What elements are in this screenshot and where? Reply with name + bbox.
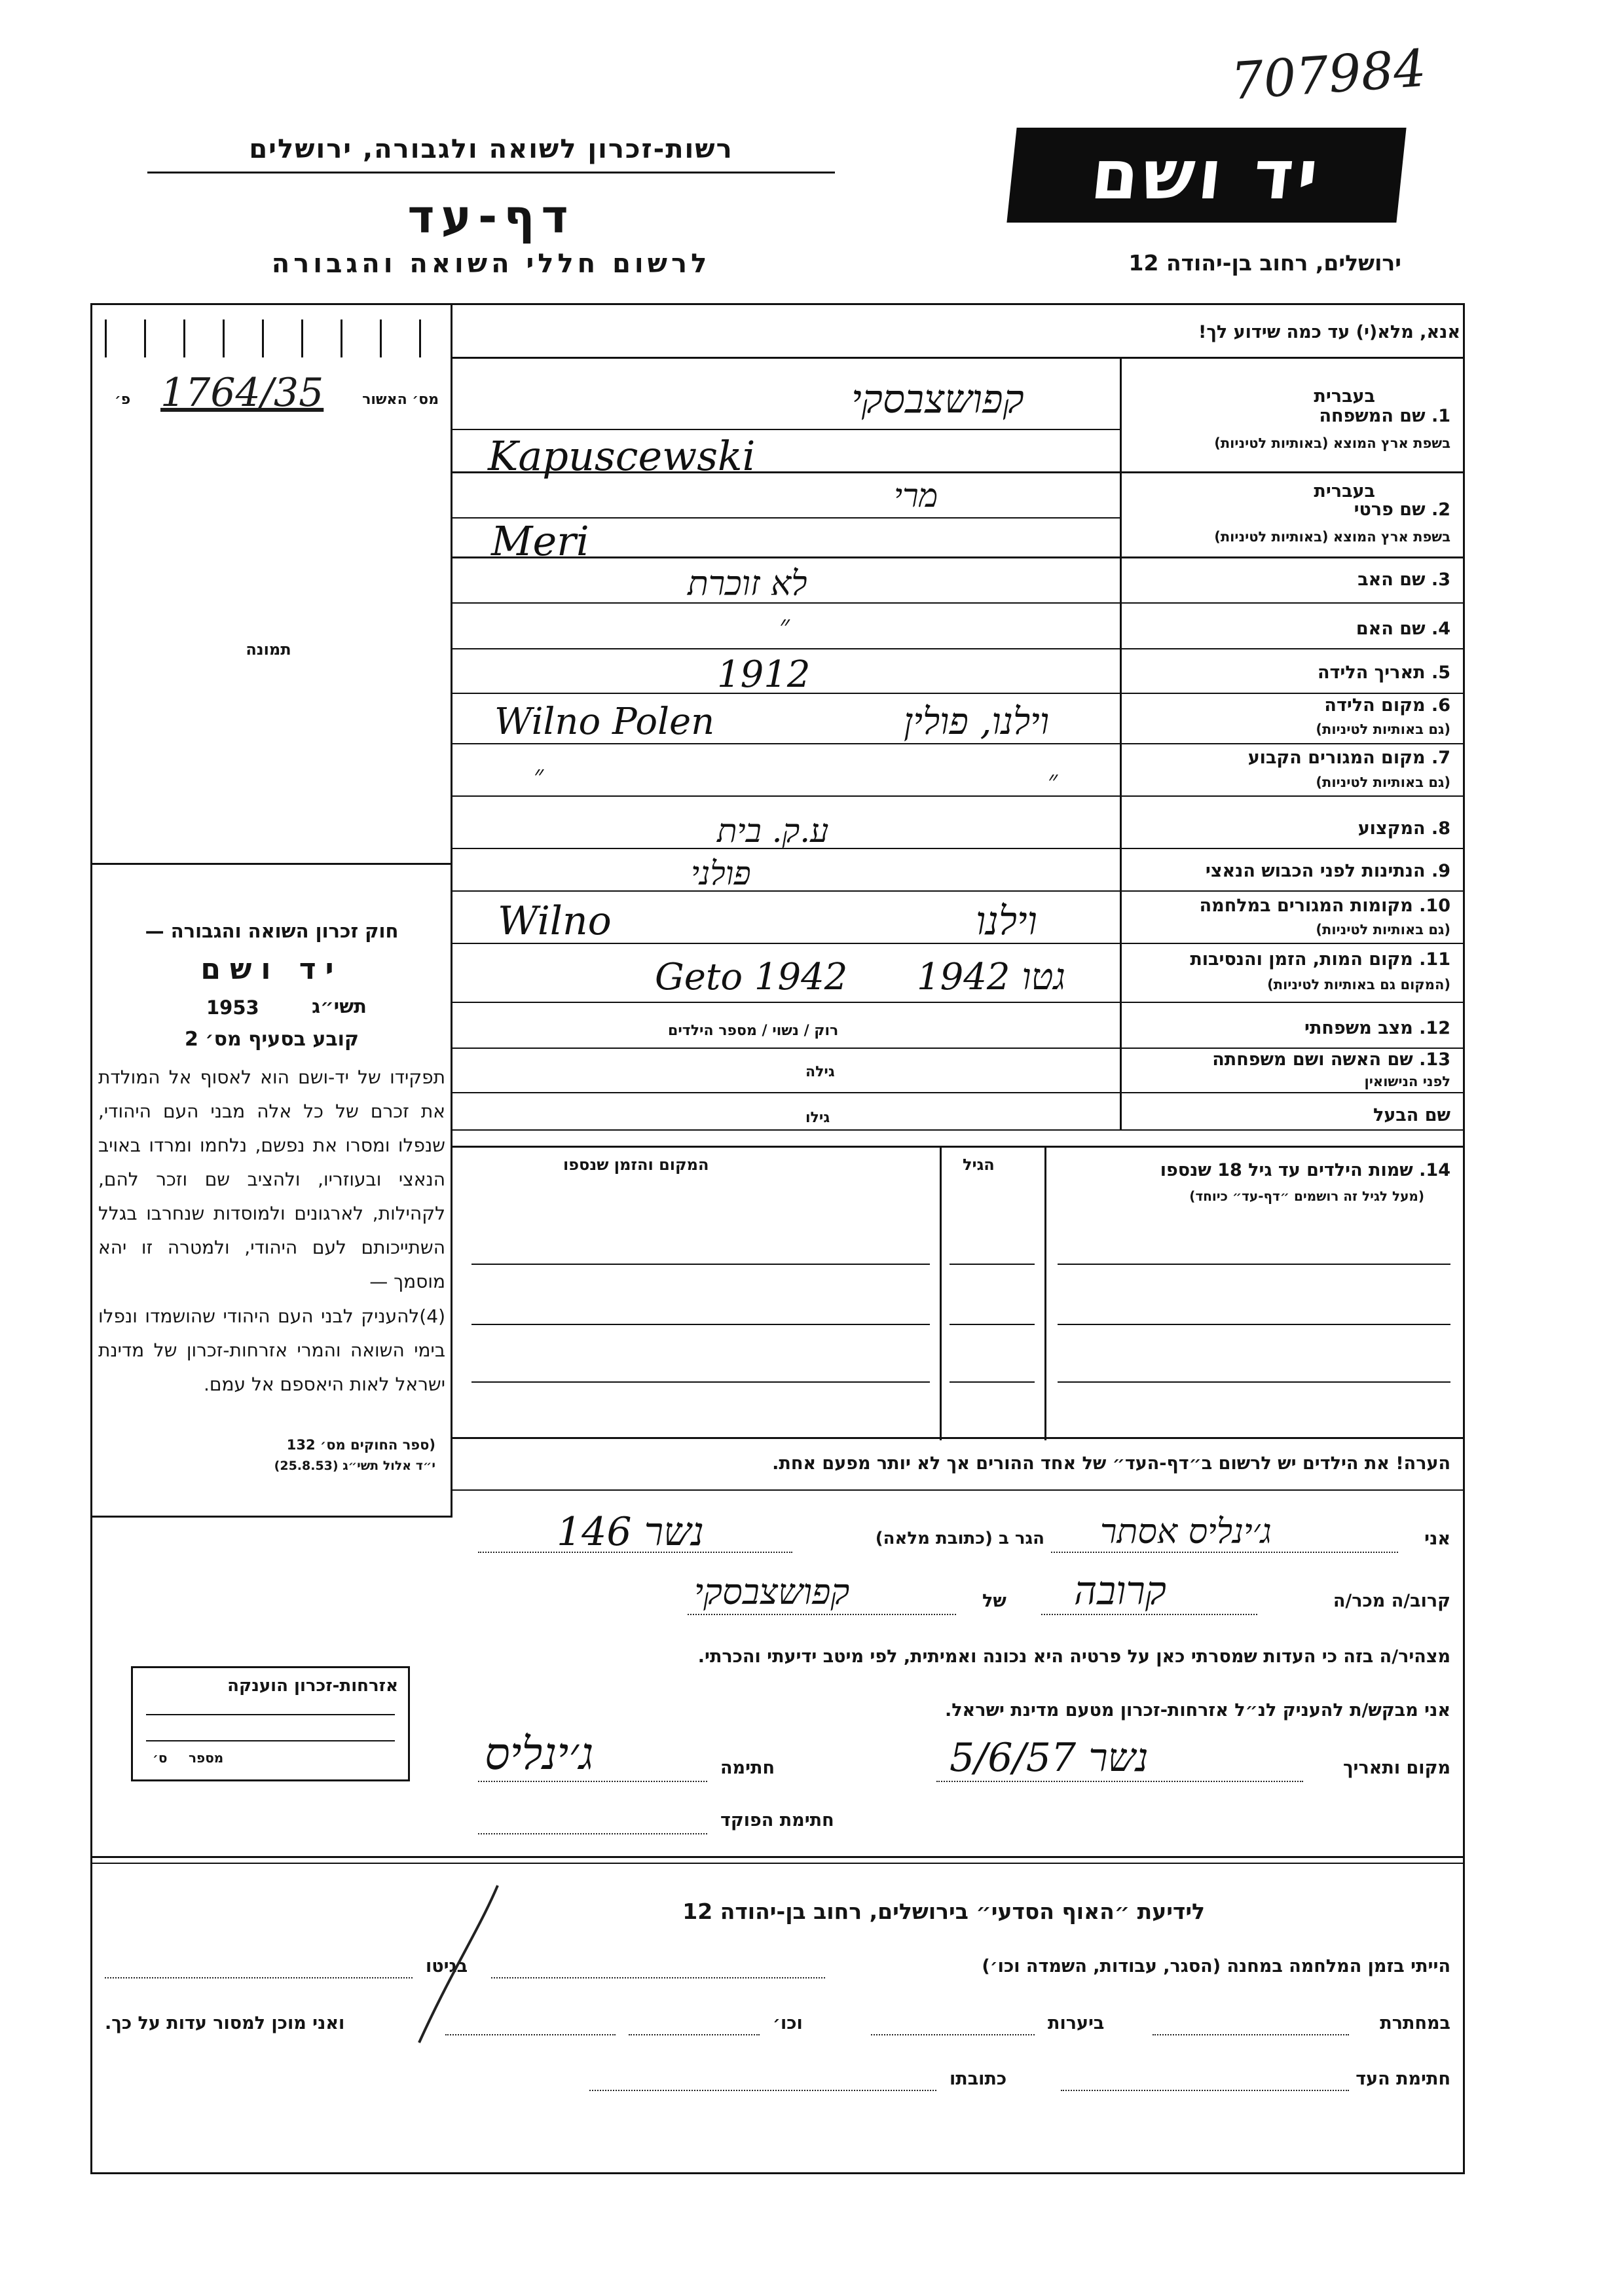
value-mother: ״: [779, 609, 790, 641]
value-father: לא זוכרת: [688, 564, 807, 604]
rule-7: [452, 795, 1465, 797]
value-first-name-he: מרי: [894, 477, 938, 515]
relation-label: קרוב/ה מכר/ה: [1333, 1591, 1450, 1611]
value-family-status: רוק / נשוי / מספר הילדים: [668, 1023, 839, 1039]
rule-9: [452, 890, 1465, 892]
form-subtitle: לרשום חללי השואה והגבורה: [271, 249, 711, 279]
bottom-line3-a: חתימת העד: [1356, 2069, 1450, 2089]
declarant-name-line: [1051, 1552, 1398, 1553]
org-underline: [147, 172, 835, 173]
logo-text: יד ושם: [1087, 135, 1326, 215]
bottom-line2-a: במחתרת: [1380, 2013, 1450, 2033]
rule-4: [452, 648, 1465, 649]
header-address: ירושלים, רחוב בן-יהודה 12: [1128, 250, 1401, 276]
children-note: הערה! את הילדים יש לרשום ב״דף-העד״ של אחד ההורים אך לא יותר מפעם אחת.: [772, 1453, 1450, 1474]
law-year: תשי״ג: [312, 995, 367, 1017]
sub-residence: (גם באותיות לטיניות): [1316, 774, 1450, 790]
photo-box-bottom: [90, 863, 452, 865]
sub-family-name: בשפת ארץ המוצא (באותיות לטיניות): [1214, 435, 1450, 451]
rule-11: [452, 1002, 1465, 1003]
pen-stroke: [406, 1879, 511, 2049]
declarant-address: נשר 146: [557, 1509, 705, 1555]
place-date-value: נשר 5/6/57: [950, 1735, 1149, 1781]
org-line: רשות-זכרון לשואה ולגבורה, ירושלים: [249, 134, 733, 164]
value-residence-he: ״: [1048, 765, 1058, 795]
law-text: תפקידו של יד-ושם הוא לאסוף אל המולדת את זכרם של כל אלה מבני העם היהודי, שנפלו ומסרו את נפשם, נלחמו ומרדו באויב הנאצי ובעוזריו, ולהציב שם וזכר להם, לקהילות, לארגונים ולמוסדות שנחרבו בגלל השתייכותם לעם היהודי, ולמטרה זו יהא מוסמך —: [98, 1066, 445, 1292]
sub-spouse: לפני הנישואין: [1364, 1074, 1450, 1089]
cert-rule-2: [146, 1740, 395, 1741]
approval-suffix: פ׳: [115, 392, 131, 408]
frame-left: [90, 303, 92, 2174]
frame-top: [90, 303, 1465, 305]
certificate-number-suffix: ס׳: [153, 1750, 168, 1766]
age-rule-1: [950, 1264, 1035, 1265]
label-wartime-residence: 10. מקומות המגורים במלחמה: [1199, 896, 1450, 916]
bottom-heading: לידיעת ״האוף הסדעי״ בירושלים, רחוב בן-יהודה 12: [682, 1899, 1205, 1924]
place-rule-3: [471, 1381, 930, 1383]
rule-5: [452, 693, 1465, 694]
officer-label: חתימת הפוקד: [720, 1810, 834, 1831]
form-title: דף-עד: [407, 190, 575, 244]
value-death-latin: Geto 1942: [655, 956, 848, 998]
bottom-line2-d: ואני מוכן למסור עדות על כך.: [105, 2013, 345, 2033]
children-col-place: המקום והזמן שנספו: [563, 1156, 709, 1174]
instruction: אנא, מלא(י) עד כמה שידוע לך!: [1198, 322, 1460, 342]
rule-8: [452, 848, 1465, 849]
bottom-line1-a-blank: [491, 1977, 825, 1978]
place-date-label: מקום ותאריך: [1342, 1758, 1450, 1778]
rule-1a: [452, 429, 1120, 430]
bottom-line1-b-blank: [105, 1977, 413, 1978]
bottom-line3-a-blank: [1061, 2090, 1349, 2091]
children-col-age: הגיל: [963, 1156, 995, 1174]
request-text: אני מבקש/ת להעניק לנ״ל אזרחות-זכרון מטעם מדינת ישראל.: [944, 1700, 1450, 1721]
bottom-line2-b: ביערות: [1048, 2013, 1105, 2033]
of-whom-line: [688, 1614, 956, 1615]
certificate-number-label: מספר: [189, 1750, 224, 1766]
sub-death: (המקום גם באותיות לטיניות): [1267, 977, 1450, 993]
value-birth-date: 1912: [717, 653, 811, 696]
label-family-status: 12. מצב משפחתי: [1304, 1018, 1450, 1038]
rule-13b: [452, 1129, 1465, 1131]
place-rule-1: [471, 1264, 930, 1265]
rule-3: [452, 602, 1465, 604]
approval-label: מס׳ האשור: [362, 392, 439, 408]
rule-12: [452, 1048, 1465, 1049]
value-wartime-latin: Wilno: [498, 898, 612, 944]
lang-hebrew-1: בעברית: [1314, 386, 1375, 407]
bottom-line2-c-blank: [629, 2034, 760, 2035]
label-death: 11. מקום המות, הזמן והנסיבות: [1190, 949, 1450, 970]
value-death-he: גטו 1942: [917, 956, 1065, 998]
frame-bottom: [90, 2172, 1465, 2174]
sub-first-name: בשפת ארץ המוצא (באותיות לטיניות): [1214, 529, 1450, 545]
bottom-line3-b: כתובתו: [950, 2069, 1007, 2089]
label-spouse: 13. שם האשה ושם משפחתה: [1212, 1049, 1450, 1070]
name-rule-2: [1058, 1324, 1450, 1325]
frame-right: [1463, 303, 1465, 2174]
children-label: 14. שמות הילדים עד גיל 18 שנספו: [1160, 1160, 1450, 1180]
declarant-signature: ג׳ינליס: [485, 1728, 594, 1780]
certificate-title: אזרחות-זכרון הוענקה: [227, 1676, 398, 1696]
approval-number: 1764/35: [160, 370, 324, 416]
value-family-name-latin: Kapuscewski: [488, 432, 756, 480]
value-first-name-latin: Meri: [491, 517, 589, 565]
label-mother: 4. שם האם: [1356, 619, 1450, 639]
photo-label: תמונה: [246, 640, 291, 659]
declare-text: מצהיר/ה בזה כי העדות שמסרתי כאן על פרטיה היא נכונה ואמיתית, לפי מיטב ידיעתי והכרתי.: [697, 1647, 1450, 1667]
value-profession: ע.ק. בית: [717, 812, 829, 850]
bottom-line2-b-blank: [871, 2034, 1035, 2035]
yad-vashem-logo: [1006, 128, 1406, 223]
sub-wartime-residence: (גם באותיות לטיניות): [1316, 922, 1450, 938]
bottom-line2-c: וכו׳: [773, 2013, 803, 2033]
left-col-divider: [451, 303, 452, 1516]
label-birth-place: 6. מקום הלידה: [1324, 695, 1450, 716]
age-rule-3: [950, 1381, 1035, 1383]
name-rule-1: [1058, 1264, 1450, 1265]
place-date-line: [936, 1781, 1303, 1782]
value-citizenship: פולני: [691, 854, 751, 892]
bottom-divider-2: [90, 1863, 1465, 1864]
name-rule-3: [1058, 1381, 1450, 1383]
age-rule-2: [950, 1324, 1035, 1325]
declarant-ani: אני: [1424, 1529, 1450, 1549]
bottom-line1-b: בגיטו: [426, 1956, 468, 1977]
law-box-bottom: [90, 1516, 452, 1518]
of-whom-value: קפושצבסקי: [694, 1571, 850, 1613]
label-profession: 8. המקצוע: [1357, 818, 1450, 839]
law-year-greg: 1953: [206, 996, 259, 1019]
value-husband: גילו: [805, 1110, 830, 1126]
bottom-line2-a-blank: [1153, 2034, 1349, 2035]
lang-hebrew-2: בעברית: [1314, 481, 1375, 501]
law-clause: קובע בסעיף מס׳ 2: [184, 1028, 360, 1051]
label-father: 3. שם האב: [1357, 570, 1450, 590]
bottom-divider-1: [90, 1856, 1465, 1858]
label-residence: 7. מקום המגורים הקבוע: [1247, 748, 1450, 768]
relation-shel: של: [982, 1591, 1006, 1611]
value-family-name-he: קפושצבסקי: [851, 376, 1024, 422]
children-bottom: [452, 1437, 1465, 1439]
signature-label: חתימה: [720, 1758, 775, 1778]
officer-line: [478, 1833, 707, 1834]
rule-2: [452, 556, 1465, 558]
place-rule-2: [471, 1324, 930, 1325]
law-name: יד ושם: [200, 953, 343, 986]
bottom-line1-a: הייתי בזמן המלחמה במחנה (הסגר, עבודות, השמדה וכו׳): [982, 1956, 1450, 1977]
value-residence-latin: ״: [534, 760, 544, 790]
note-rule: [452, 1489, 1465, 1491]
label-citizenship: 9. הנתינות לפני הכבוש הנאצי: [1205, 861, 1450, 881]
children-col-1: [940, 1146, 942, 1440]
label-family-name: 1. שם המשפחה: [1319, 406, 1450, 426]
children-top: [452, 1146, 1465, 1148]
label-husband: שם הבעל: [1373, 1105, 1450, 1125]
value-wartime-he: וילנו: [976, 898, 1038, 944]
sub-birth-place: (גם באותיות לטיניות): [1316, 721, 1450, 737]
value-birth-place-latin: Wilno Polen: [494, 701, 715, 743]
law-title: חוק זכרון השואה והגבורה —: [145, 920, 399, 942]
signature-line: [478, 1781, 707, 1782]
label-birth-date: 5. תאריך הלידה: [1317, 663, 1450, 683]
label-first-name: 2. שם פרטי: [1354, 500, 1450, 520]
rule-6: [452, 743, 1465, 744]
certificate-box: [131, 1666, 410, 1781]
approval-ticks: [105, 319, 445, 359]
archive-number: 707984: [1229, 39, 1428, 112]
value-birth-place-he: וילנו, פולין: [904, 701, 1050, 743]
law-text-2: (4)להעניק לבני העם היהודי שהושמדו ונפלו בימי השואה והמרי אזרחות-זכרון של מדינת ישראל לאות היאספם אל עמם.: [98, 1305, 445, 1395]
children-sub: (מעל לגיל זה רושמים ״דף-עד״ כיוחד): [1189, 1188, 1424, 1204]
relation-value: קרובה: [1074, 1568, 1167, 1614]
bottom-line3-b-blank: [589, 2090, 936, 2091]
law-ref-2: י״ד אלול תשי״ג (25.8.53): [274, 1459, 435, 1473]
declarant-name: ג׳ינליס אסתר: [1100, 1512, 1272, 1552]
instruction-rule: [452, 357, 1465, 359]
cert-rule-1: [146, 1714, 395, 1715]
declarant-gar-label: הגר ב (כתובת מלאה): [875, 1529, 1044, 1548]
law-ref-1: (ספר החוקים מס׳ 132: [286, 1437, 435, 1453]
rule-13: [452, 1092, 1465, 1093]
children-col-2: [1044, 1146, 1046, 1440]
value-spouse: גילה: [805, 1064, 835, 1080]
relation-line: [1041, 1614, 1257, 1615]
